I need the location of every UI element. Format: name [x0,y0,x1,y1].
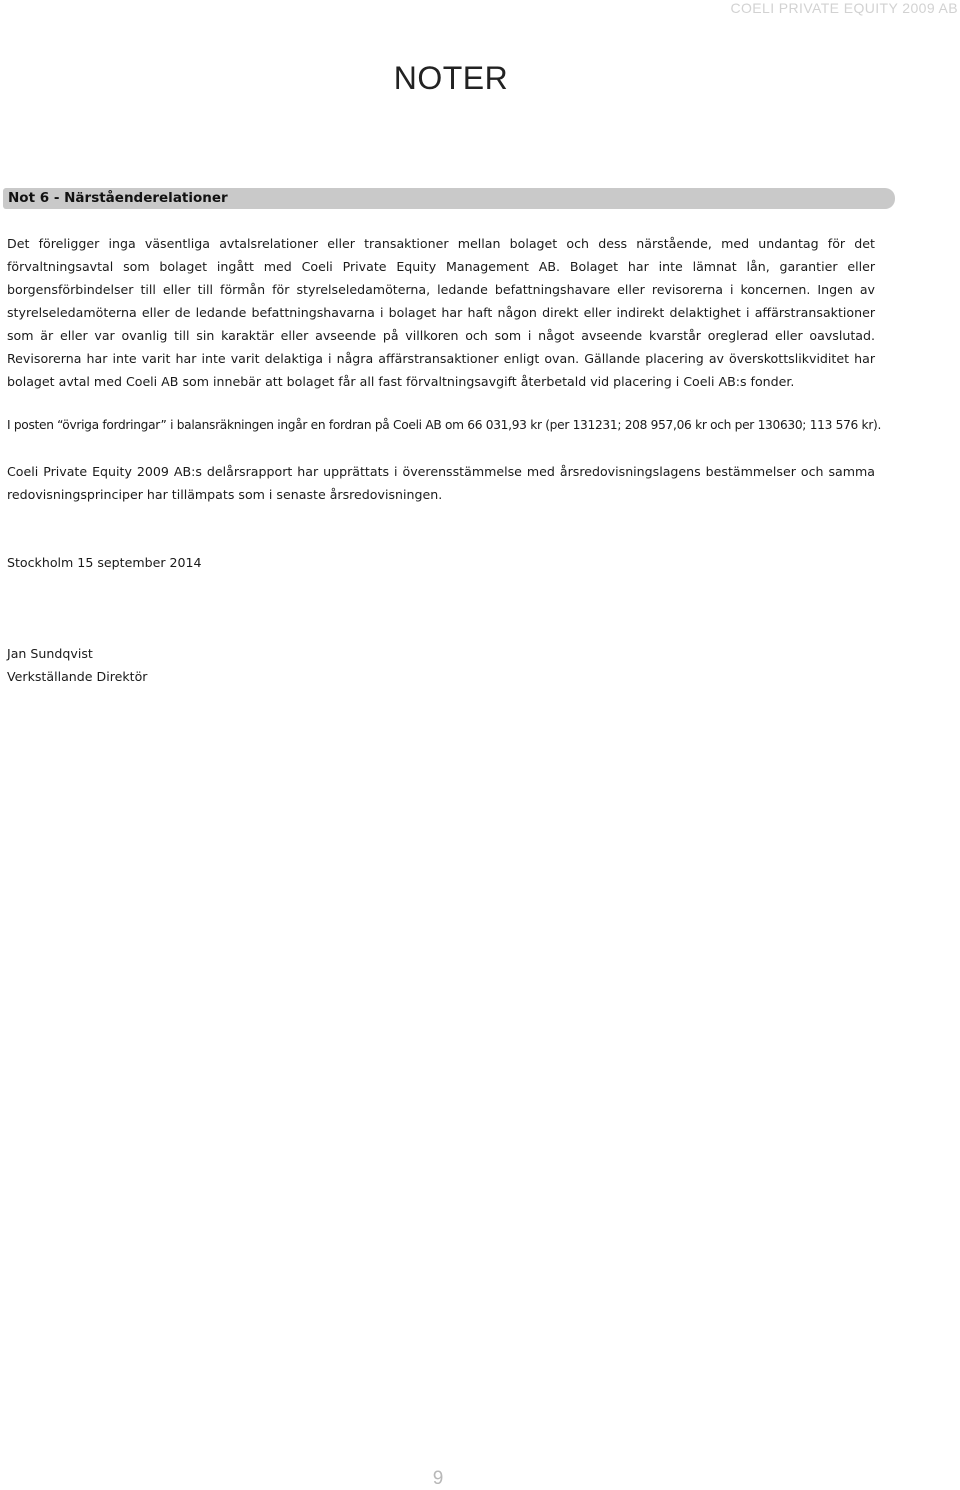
note-heading: Not 6 - Närståenderelationer [8,190,228,206]
signer-title: Verkställande Direktör [7,669,148,684]
note-paragraph-accounting-principles: Coeli Private Equity 2009 AB:s delårsrapport har upprättats i överensstämmelse med årsredovisningslagens bestämmelser och samma redovisningsprinciper har tillämpats som i senaste årsredovisningen. [7,464,875,502]
note-paragraph-receivables: I posten “övriga fordringar” i balansräkningen ingår en fordran på Coeli AB om 66 031,93 kr (per 131231; 208 957,06 kr och per 130630; 113 576 kr). [7,418,882,432]
page-number: 9 [432,1468,444,1489]
signature-place-date: Stockholm 15 september 2014 [7,555,202,570]
note-paragraph-related-parties: Det föreligger inga väsentliga avtalsrelationer eller transaktioner mellan bolaget och dess närstående, med undantag för det förvaltningsavtal som bolaget ingått med Coeli Private Equity Management AB. Bolaget har inte lämnat lån, garantier eller borgensförbindelser till eller till förmån för styrelseledamöterna, ledande befattningshavare eller revisorerna i koncernen. Ingen av styrelseledamöterna eller de ledande befattningshavarna i bolaget har haft någon direkt eller indirekt delaktighet i affärstransaktioner som är eller var ovanlig till sin karaktär eller avseende på villkoren och som i något avseende kvarstår oreglerad eller oavslutad. Revisorerna har inte varit har inte varit delaktiga i några affärstransaktioner enligt ovan. Gällande placering av överskottslikviditet har bolaget avtal med Coeli AB som innebär att bolaget får all fast förvaltningsavgift återbetald vid placering i Coeli AB:s fonder. [7,236,875,389]
page-title: NOTER [393,60,509,96]
note-heading-bar [3,188,895,209]
signer-name: Jan Sundqvist [7,646,93,661]
running-header: COELI PRIVATE EQUITY 2009 AB [730,0,958,16]
